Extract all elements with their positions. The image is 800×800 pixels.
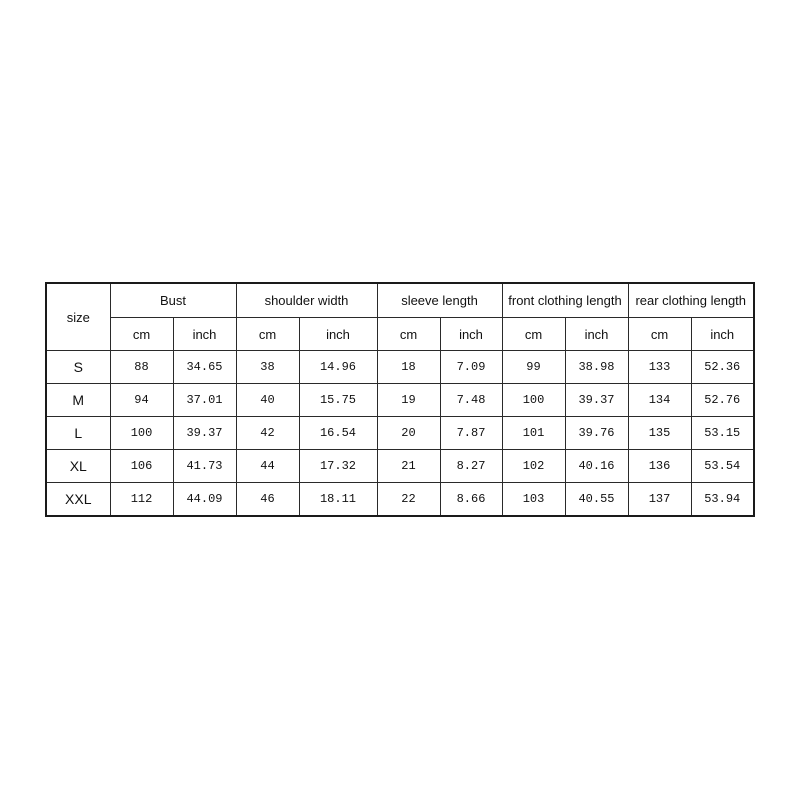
table-cell: 102 <box>502 450 565 483</box>
table-cell: 103 <box>502 483 565 517</box>
unit-header-cell: inch <box>173 318 236 351</box>
table-cell: 21 <box>377 450 440 483</box>
table-cell: 37.01 <box>173 384 236 417</box>
table-cell: 7.48 <box>440 384 502 417</box>
table-cell: 136 <box>628 450 691 483</box>
unit-header-cell: cm <box>628 318 691 351</box>
table-cell: 101 <box>502 417 565 450</box>
table-cell: 18 <box>377 351 440 384</box>
unit-header-cell: inch <box>299 318 377 351</box>
table-cell: 16.54 <box>299 417 377 450</box>
table-cell: 44 <box>236 450 299 483</box>
table-cell: 41.73 <box>173 450 236 483</box>
size-label-cell: XXL <box>46 483 110 517</box>
size-header-cell: size <box>46 283 110 351</box>
table-cell: 39.76 <box>565 417 628 450</box>
table-row <box>46 483 754 517</box>
table-cell: 88 <box>110 351 173 384</box>
table-cell: 17.32 <box>299 450 377 483</box>
table-cell: 44.09 <box>173 483 236 517</box>
rear-clothing-length-header: rear clothing length <box>628 283 754 318</box>
size-label-cell: M <box>46 384 110 417</box>
table-cell: 38 <box>236 351 299 384</box>
size-label-cell: S <box>46 351 110 384</box>
table-cell: 99 <box>502 351 565 384</box>
unit-header-cell: cm <box>236 318 299 351</box>
unit-header-cell: inch <box>565 318 628 351</box>
table-cell: 53.54 <box>691 450 754 483</box>
table-cell: 19 <box>377 384 440 417</box>
table-cell: 112 <box>110 483 173 517</box>
table-cell: 134 <box>628 384 691 417</box>
table-cell: 7.87 <box>440 417 502 450</box>
table-cell: 52.76 <box>691 384 754 417</box>
table-cell: 40 <box>236 384 299 417</box>
table-cell: 137 <box>628 483 691 517</box>
table-cell: 39.37 <box>173 417 236 450</box>
table-cell: 7.09 <box>440 351 502 384</box>
size-label-cell: XL <box>46 450 110 483</box>
table-cell: 20 <box>377 417 440 450</box>
table-cell: 53.15 <box>691 417 754 450</box>
table-cell: 53.94 <box>691 483 754 517</box>
table-row <box>46 450 754 483</box>
table-cell: 8.27 <box>440 450 502 483</box>
table-cell: 52.36 <box>691 351 754 384</box>
bust-header: Bust <box>110 283 236 318</box>
table-cell: 40.16 <box>565 450 628 483</box>
table-cell: 133 <box>628 351 691 384</box>
size-label-cell: L <box>46 417 110 450</box>
table-cell: 34.65 <box>173 351 236 384</box>
group-header-row <box>46 283 754 318</box>
table-row <box>46 351 754 384</box>
table-cell: 39.37 <box>565 384 628 417</box>
sleeve-length-header: sleeve length <box>377 283 502 318</box>
table-cell: 100 <box>502 384 565 417</box>
unit-header-cell: cm <box>110 318 173 351</box>
table-cell: 15.75 <box>299 384 377 417</box>
table-cell: 22 <box>377 483 440 517</box>
shoulder-width-header: shoulder width <box>236 283 377 318</box>
table-row <box>46 384 754 417</box>
unit-header-cell: cm <box>502 318 565 351</box>
table-cell: 46 <box>236 483 299 517</box>
table-cell: 135 <box>628 417 691 450</box>
size-chart-table <box>45 282 755 517</box>
front-clothing-length-header: front clothing length <box>502 283 628 318</box>
table-cell: 106 <box>110 450 173 483</box>
unit-header-cell: inch <box>691 318 754 351</box>
table-cell: 100 <box>110 417 173 450</box>
table-cell: 40.55 <box>565 483 628 517</box>
unit-header-cell: cm <box>377 318 440 351</box>
table-cell: 14.96 <box>299 351 377 384</box>
table-row <box>46 417 754 450</box>
table-cell: 38.98 <box>565 351 628 384</box>
unit-header-row <box>46 318 754 351</box>
unit-header-cell: inch <box>440 318 502 351</box>
table-cell: 8.66 <box>440 483 502 517</box>
table-cell: 94 <box>110 384 173 417</box>
table-cell: 42 <box>236 417 299 450</box>
table-cell: 18.11 <box>299 483 377 517</box>
